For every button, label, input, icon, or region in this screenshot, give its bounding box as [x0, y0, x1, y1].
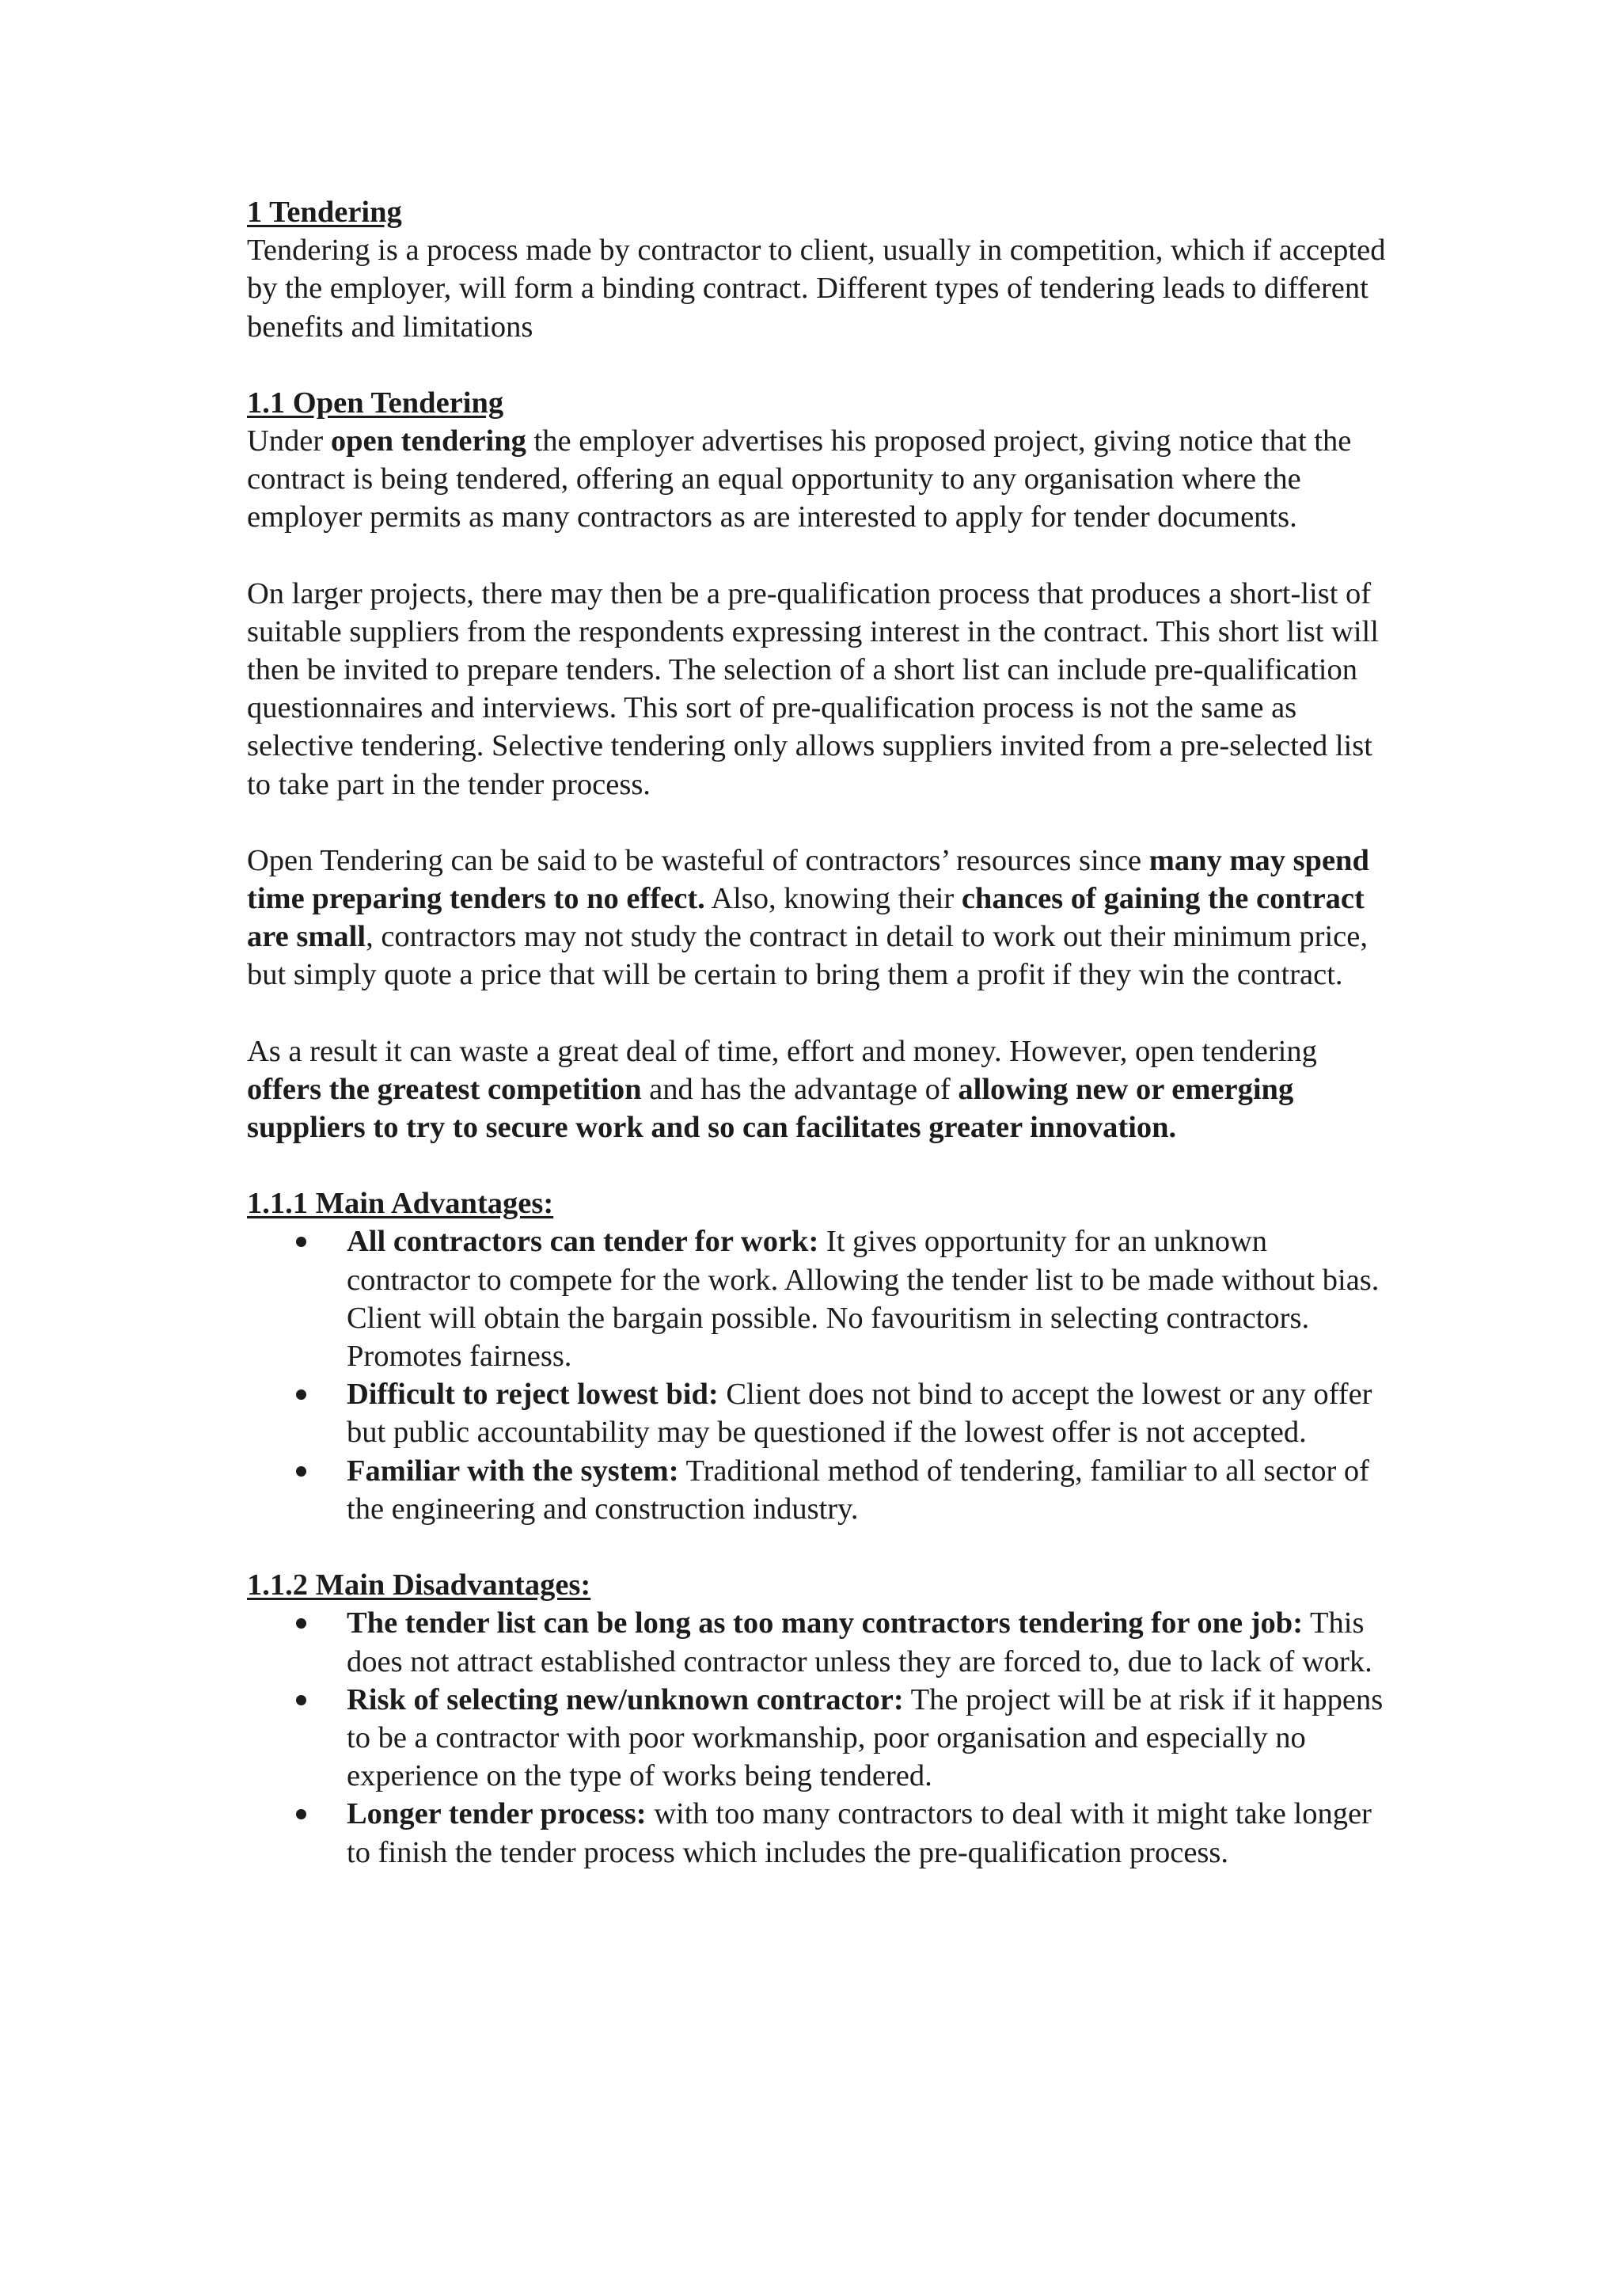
text-run-bold: offers the greatest competition: [247, 1072, 642, 1106]
bullet-icon: [296, 1466, 306, 1477]
text-run-bold: open tendering: [330, 424, 526, 458]
tendering-paragraph: Tendering is a process made by contractor to client, usually in competition, which if accepted by the employer, will form a binding contract. Different types of tendering leads to different benefits and limitations: [247, 234, 1386, 344]
item-text: Traditional method of tendering, familiar to all sector of the engineering and construction industry.: [347, 1454, 1369, 1526]
text-run-bold: many may spend time preparing tenders to no effect.: [247, 843, 1369, 916]
text-run-bold: allowing new or emerging suppliers to try to secure work and so can facilitates greater innovation.: [247, 1072, 1294, 1145]
list-item: [247, 1681, 1387, 1796]
advantages-list: [247, 1222, 1387, 1528]
open-tendering-paragraph-4: [247, 1032, 1387, 1147]
item-text: Client does not bind to accept the lowest or any offer but public accountability may be questioned if the lowest offer is not accepted.: [347, 1378, 1372, 1450]
text-run: and has the advantage of: [641, 1072, 959, 1106]
text-run: the employer advertises his proposed project, giving notice that the contract is being tendered, offering an equal opportunity to any organisation where the employer permits as many contractors as are interested to apply for tender documents.: [247, 424, 1352, 534]
section-heading-open-tendering: 1.1 Open Tendering: [247, 386, 504, 420]
item-text: It gives opportunity for an unknown contractor to compete for the work. Allowing the tender list to be made without bias. Client will obtain the bargain possible. No favouritism in selecting contractors. Promotes fairness.: [347, 1225, 1380, 1374]
item-lead: All contractors can tender for work:: [347, 1225, 819, 1259]
list-item: [247, 1375, 1387, 1451]
text-run-bold: chances of gaining the contract are small: [247, 882, 1365, 954]
item-lead: Longer tender process:: [347, 1797, 647, 1831]
disadvantages-list: [247, 1604, 1387, 1871]
item-text: The project will be at risk if it happens to be a contractor with poor workmanship, poor organisation and especially no experience on the type of works being tendered.: [347, 1682, 1384, 1793]
section-heading-main-disadvantages: 1.1.2 Main Disadvantages:: [247, 1568, 591, 1602]
item-text: This does not attract established contractor unless they are forced to, due to lack of work.: [347, 1606, 1372, 1678]
open-tendering-paragraph-1: [247, 422, 1387, 537]
bullet-icon: [296, 1237, 306, 1247]
document-page: [247, 193, 1387, 1872]
open-tendering-paragraph-2: On larger projects, there may then be a pre-qualification process that produces a short-list of suitable suppliers from the respondents expressing interest in the contract. This short list will then be invited to prepare tenders. The selection of a short list can include pre-qualification questionnaires and interviews. This sort of pre-qualification process is not the same as selective tendering. Selective tendering only allows suppliers invited from a pre-selected list to take part in the tender process.: [247, 576, 1379, 801]
text-run: Also, knowing their: [704, 882, 962, 916]
item-lead: The tender list can be long as too many contractors tendering for one job:: [347, 1606, 1304, 1640]
text-run: , contractors may not study the contract in detail to work out their minimum price, but simply quote a price that will be certain to bring them a profit if they win the contract.: [247, 920, 1368, 992]
bullet-icon: [296, 1695, 306, 1705]
list-item: [247, 1795, 1387, 1871]
bullet-icon: [296, 1389, 306, 1400]
bullet-icon: [296, 1809, 306, 1819]
text-run: As a result it can waste a great deal of time, effort and money. However, open tendering: [247, 1034, 1317, 1068]
open-tendering-paragraph-3: [247, 842, 1387, 994]
section-heading-tendering: 1 Tendering: [247, 196, 402, 229]
list-item: [247, 1452, 1387, 1528]
item-lead: Difficult to reject lowest bid:: [347, 1378, 719, 1412]
text-run: Under: [247, 424, 331, 458]
bullet-icon: [296, 1618, 306, 1629]
list-item: [247, 1604, 1387, 1680]
list-item: [247, 1222, 1387, 1375]
item-lead: Familiar with the system:: [347, 1454, 679, 1488]
text-run: Open Tendering can be said to be wasteful of contractors’ resources since: [247, 843, 1149, 877]
section-heading-main-advantages: 1.1.1 Main Advantages:: [247, 1187, 554, 1221]
item-text: with too many contractors to deal with it might take longer to finish the tender process which includes the pre-qualification process.: [347, 1797, 1372, 1869]
item-lead: Risk of selecting new/unknown contractor:: [347, 1682, 904, 1716]
